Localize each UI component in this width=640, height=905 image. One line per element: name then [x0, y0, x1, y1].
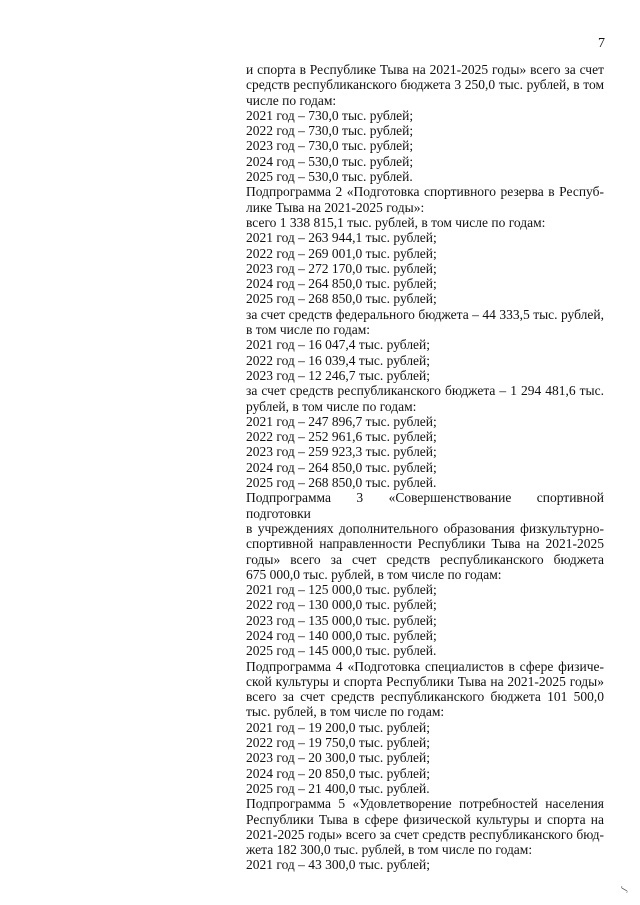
text-line: жета 182 300,0 тыс. рублей, в том числе по годам:: [246, 842, 533, 858]
text-line: 2021 год – 43 300,0 тыс. рублей;: [246, 857, 431, 873]
text-line: 2024 год – 140 000,0 тыс. рублей;: [246, 627, 437, 643]
text-line: 2021 год – 19 200,0 тыс. рублей;: [246, 719, 431, 735]
text-line: 2023 год – 12 246,7 тыс. рублей;: [246, 367, 431, 383]
text-line: 2024 год – 20 850,0 тыс. рублей;: [246, 765, 431, 781]
page-number: 7: [598, 36, 605, 51]
text-line: Подпрограмма 5 «Удовлетворение потребностей населения: [246, 796, 604, 812]
text-line: 2022 год – 19 750,0 тыс. рублей;: [246, 735, 431, 751]
text-line: 2021 год – 730,0 тыс. рублей;: [246, 107, 414, 123]
text-line: в учреждениях дополнительного образования физкультурно-: [246, 520, 604, 536]
text-line: 2023 год – 272 170,0 тыс. рублей;: [246, 260, 437, 276]
text-line: и спорта в Республике Тыва на 2021-2025 годы» всего за счет: [246, 62, 604, 77]
text-line: 2021 год – 125 000,0 тыс. рублей;: [246, 582, 437, 598]
text-line: Подпрограмма 2 «Подготовка спортивного резерва в Респуб-: [246, 184, 604, 200]
text-line: Подпрограмма 3 «Совершенствование спортивной подготовки: [246, 490, 604, 521]
text-line: числе по годам:: [246, 92, 337, 108]
document-body: [246, 62, 604, 873]
text-line: Подпрограмма 4 «Подготовка специалистов в сфере физиче-: [246, 658, 604, 674]
text-line: средств республиканского бюджета 3 250,0 тыс. рублей, в том: [246, 77, 604, 93]
text-line: 2022 год – 730,0 тыс. рублей;: [246, 123, 414, 139]
scan-mark: ʃ: [618, 885, 629, 893]
text-line: 2024 год – 264 850,0 тыс. рублей;: [246, 459, 437, 475]
text-line: спортивной направленности Республики Тыва на 2021-2025: [246, 536, 604, 552]
text-line: рублей, в том числе по годам:: [246, 398, 417, 414]
text-line: 2023 год – 259 923,3 тыс. рублей;: [246, 444, 437, 460]
text-line: 2022 год – 16 039,4 тыс. рублей;: [246, 352, 431, 368]
text-line: 2022 год – 130 000,0 тыс. рублей;: [246, 597, 437, 613]
text-line: 2025 год – 530,0 тыс. рублей.: [246, 169, 413, 185]
text-line: 2025 год – 268 850,0 тыс. рублей;: [246, 291, 437, 307]
text-line: 2021 год – 16 047,4 тыс. рублей;: [246, 337, 431, 353]
text-line: годы» всего за счет средств республиканского бюджета: [246, 551, 604, 567]
text-line: в том числе по годам:: [246, 322, 371, 338]
text-line: 675 000,0 тыс. рублей, в том числе по годам:: [246, 566, 502, 582]
text-line: 2022 год – 252 961,6 тыс. рублей;: [246, 429, 437, 445]
text-line: всего 1 338 815,1 тыс. рублей, в том числе по годам:: [246, 214, 546, 230]
text-line: 2024 год – 264 850,0 тыс. рублей;: [246, 276, 437, 292]
text-line: 2024 год – 530,0 тыс. рублей;: [246, 153, 414, 169]
text-line: 2023 год – 20 300,0 тыс. рублей;: [246, 750, 431, 766]
text-line: 2021 год – 247 896,7 тыс. рублей;: [246, 413, 437, 429]
text-line: 2022 год – 269 001,0 тыс. рублей;: [246, 245, 437, 261]
text-line: за счет средств республиканского бюджета – 1 294 481,6 тыс.: [246, 383, 604, 399]
text-line: 2025 год – 21 400,0 тыс. рублей.: [246, 780, 430, 796]
text-line: 2023 год – 135 000,0 тыс. рублей;: [246, 612, 437, 628]
text-line: 2021 год – 263 944,1 тыс. рублей;: [246, 230, 437, 246]
text-line: 2021-2025 годы» всего за счет средств республиканского бюд-: [246, 826, 604, 842]
text-line: всего за счет средств республиканского бюджета 101 500,0: [246, 689, 604, 705]
text-line: 2025 год – 145 000,0 тыс. рублей.: [246, 643, 437, 659]
text-line: за счет средств федерального бюджета – 44 333,5 тыс. рублей,: [246, 306, 604, 322]
text-line: Республики Тыва в сфере физической культуры и спорта на: [246, 811, 604, 827]
text-line: 2025 год – 268 850,0 тыс. рублей.: [246, 475, 437, 491]
text-line: 2023 год – 730,0 тыс. рублей;: [246, 138, 414, 154]
text-line: лике Тыва на 2021-2025 годы»:: [246, 199, 425, 215]
text-line: ской культуры и спорта Республики Тыва на 2021-2025 годы»: [246, 673, 604, 689]
text-line: тыс. рублей, в том числе по годам:: [246, 704, 445, 720]
